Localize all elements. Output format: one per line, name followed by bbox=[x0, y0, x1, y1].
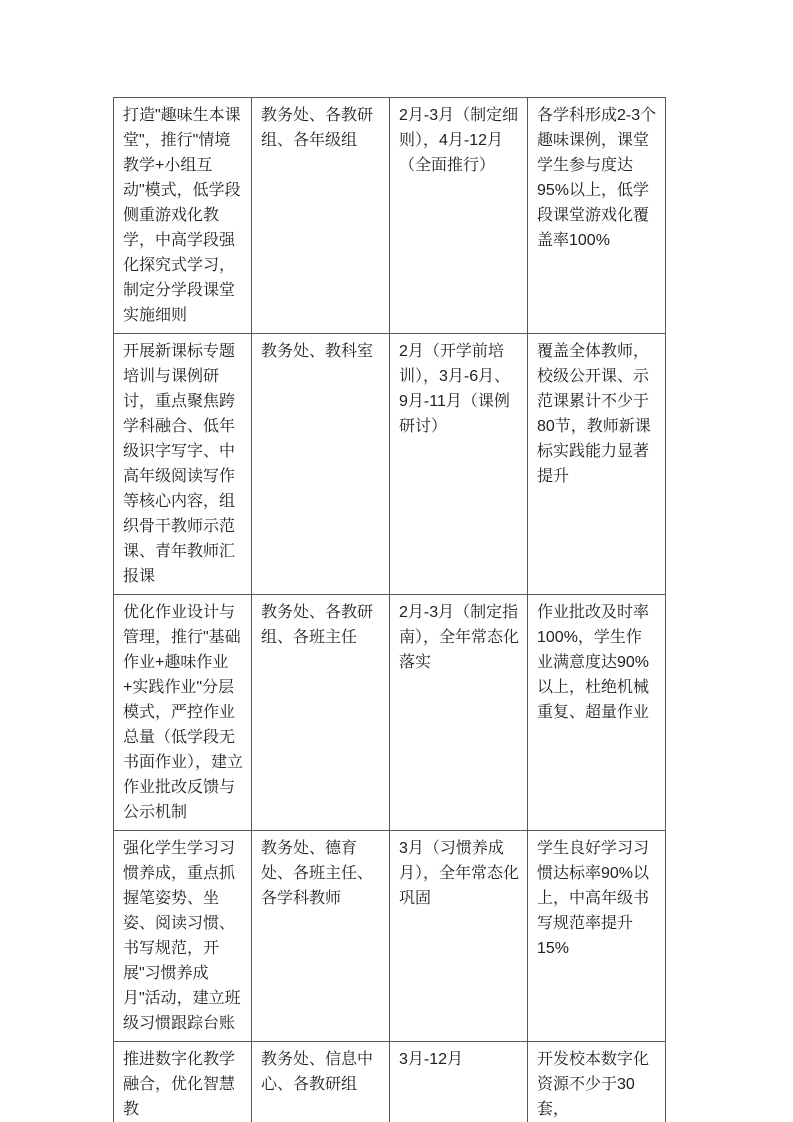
table-row bbox=[114, 98, 666, 334]
cell-department: 教务处、各教研组、各班主任 bbox=[252, 595, 390, 831]
cell-task: 开展新课标专题培训与课例研讨，重点聚焦跨学科融合、低年级识字写字、中高年级阅读写作等核心内容，组织骨干教师示范课、青年教师汇报课 bbox=[114, 334, 252, 595]
table-row bbox=[114, 334, 666, 595]
cell-task: 推进数字化教学融合，优化智慧教 bbox=[114, 1042, 252, 1122]
table-row bbox=[114, 1042, 666, 1122]
cell-department: 教务处、信息中心、各教研组 bbox=[252, 1042, 390, 1122]
cell-task: 优化作业设计与管理，推行"基础作业+趣味作业+实践作业"分层模式，严控作业总量（低学段无书面作业），建立作业批改反馈与公示机制 bbox=[114, 595, 252, 831]
cell-task: 强化学生学习习惯养成，重点抓握笔姿势、坐姿、阅读习惯、书写规范，开展"习惯养成月"活动，建立班级习惯跟踪台账 bbox=[114, 831, 252, 1042]
cell-schedule: 2月-3月（制定指南），全年常态化落实 bbox=[390, 595, 528, 831]
cell-target: 各学科形成2-3个趣味课例，课堂学生参与度达95%以上，低学段课堂游戏化覆盖率100% bbox=[528, 98, 666, 334]
cell-task: 打造"趣味生本课堂"，推行"情境教学+小组互动"模式，低学段侧重游戏化教学，中高学段强化探究式学习，制定分学段课堂实施细则 bbox=[114, 98, 252, 334]
cell-schedule: 3月-12月 bbox=[390, 1042, 528, 1122]
cell-target: 覆盖全体教师，校级公开课、示范课累计不少于80节，教师新课标实践能力显著提升 bbox=[528, 334, 666, 595]
cell-target: 作业批改及时率100%，学生作业满意度达90%以上，杜绝机械重复、超量作业 bbox=[528, 595, 666, 831]
work-plan-table bbox=[113, 97, 666, 1122]
table-row bbox=[114, 595, 666, 831]
cell-schedule: 2月-3月（制定细则），4月-12月（全面推行） bbox=[390, 98, 528, 334]
cell-target: 开发校本数字化资源不少于30套， bbox=[528, 1042, 666, 1122]
cell-schedule: 3月（习惯养成月），全年常态化巩固 bbox=[390, 831, 528, 1042]
cell-target: 学生良好学习习惯达标率90%以上，中高年级书写规范率提升15% bbox=[528, 831, 666, 1042]
cell-department: 教务处、教科室 bbox=[252, 334, 390, 595]
cell-department: 教务处、各教研组、各年级组 bbox=[252, 98, 390, 334]
cell-department: 教务处、德育处、各班主任、各学科教师 bbox=[252, 831, 390, 1042]
cell-schedule: 2月（开学前培训），3月-6月、9月-11月（课例研讨） bbox=[390, 334, 528, 595]
table-row bbox=[114, 831, 666, 1042]
